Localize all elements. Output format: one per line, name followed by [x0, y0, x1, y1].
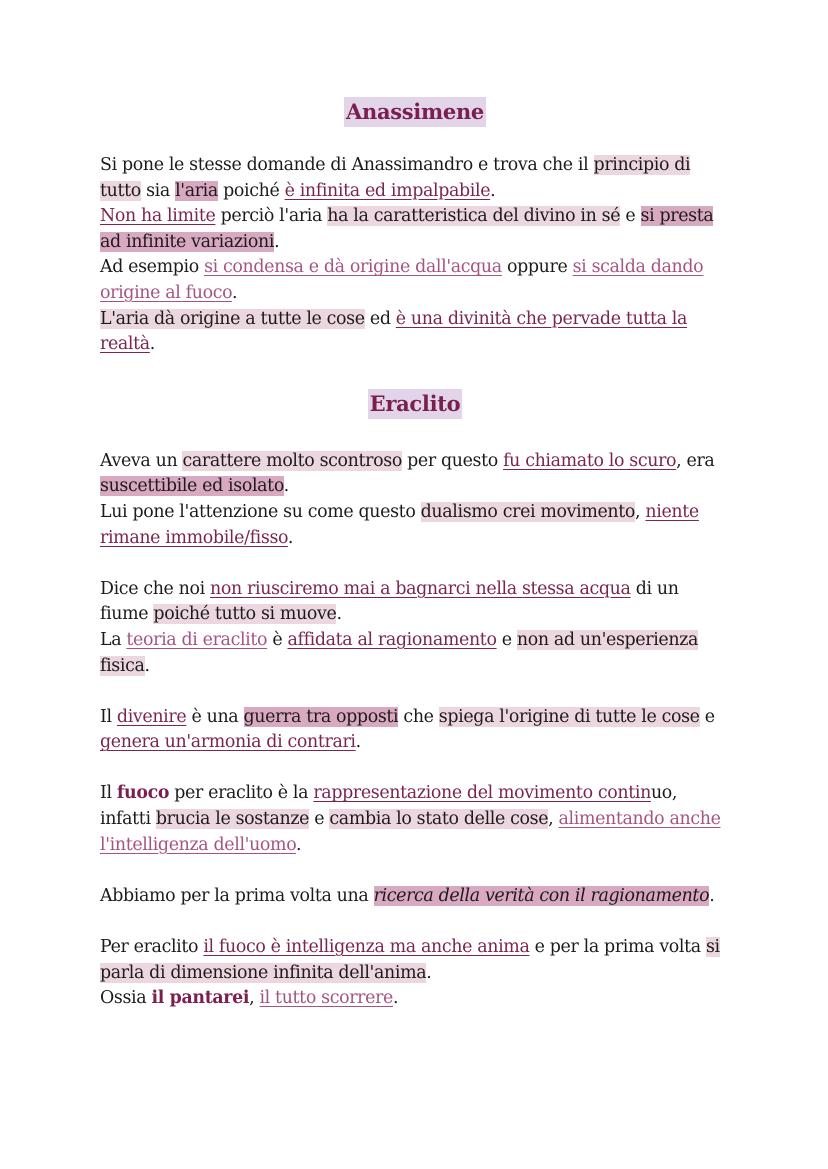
heading-anassimene: Anassimene [100, 96, 730, 127]
document-page [100, 96, 730, 1012]
highlight: brucia le sostanze [155, 809, 310, 830]
bold-term: il pantarei [151, 988, 250, 1009]
spacer [100, 679, 730, 705]
paragraph-eraclito-dualismo: Lui pone l'attenzione su come questo dualismo crei movimento, niente rimane immobile/fisso. [100, 501, 699, 548]
paragraph-eraclito-pantarei: Ossia il pantarei, il tutto scorrere. [100, 988, 399, 1009]
highlight: principio di tutto [100, 155, 691, 201]
highlight-strong: suscettibile ed isolato [100, 476, 284, 497]
underlined-text: è una divinità che pervade tutta la realtà [100, 308, 688, 355]
paragraph-eraclito-teoria: La teoria di eraclito è affidata al ragionamento e non ad un'esperienza fisica. [100, 629, 699, 676]
paragraph-anassimene-principio: Si pone le stesse domande di Anassimandro e trova che il principio di tutto sia l'aria poiché è infinita ed impalpabile. [100, 155, 691, 201]
underlined-text: divenire [116, 706, 187, 727]
paragraph-anassimene-limite: Non ha limite perciò l'aria ha la caratteristica del divino in sé e si presta ad infinite variazioni. [100, 206, 714, 252]
underlined-text: si scalda dando origine al fuoco [100, 257, 704, 303]
highlight: L'aria dà origine a tutte le cose [100, 308, 365, 329]
highlight-strong-italic: ricerca della verità con il ragionamento [373, 885, 710, 906]
underlined-text: non riusciremo mai a bagnarci nella stessa acqua [210, 578, 631, 599]
paragraph-eraclito-fuoco: Il fuoco per eraclito è la rappresentazione del movimento continuo, infatti brucia le sostanze e cambia lo stato delle cose, alimentando anche l'intelligenza dell'uomo. [100, 783, 721, 855]
paragraph-eraclito-divenire: Il divenire è una guerra tra opposti che spiega l'origine di tutte le cose e genera un'armonia di contrari. [100, 706, 715, 753]
highlight: spiega l'origine di tutte le cose [438, 706, 700, 727]
highlight: carattere molto scontroso [182, 450, 402, 471]
paragraph-eraclito-ricerca: Abbiamo per la prima volta una ricerca della verità con il ragionamento. [100, 885, 715, 906]
highlight-strong: l'aria [175, 180, 218, 201]
paragraph-eraclito-anima: Per eraclito il fuoco è intelligenza ma anche anima e per la prima volta si parla di dimensione infinita dell'anima. [100, 937, 720, 983]
paragraph-eraclito-carattere: Aveva un carattere molto scontroso per questo fu chiamato lo scuro, era suscettibile ed isolato. [100, 450, 715, 497]
underlined-text: è infinita ed impalpabile [284, 180, 491, 201]
highlight: non ad un'esperienza fisica [100, 629, 699, 676]
spacer [100, 551, 730, 577]
paragraph-anassimene-esempio: Ad esempio si condensa e dà origine dall'acqua oppure si scalda dando origine al fuoco. [100, 257, 704, 303]
paragraph-anassimene-divinita: L'aria dà origine a tutte le cose ed è una divinità che pervade tutta la realtà. [100, 308, 688, 355]
underlined-text: teoria di eraclito [126, 629, 268, 650]
highlight: cambia lo stato delle cose [329, 809, 549, 830]
underlined-text: il tutto scorrere [259, 988, 393, 1009]
spacer [100, 858, 730, 884]
underlined-text: affidata al ragionamento [287, 629, 497, 650]
highlight-strong: guerra tra opposti [243, 706, 399, 727]
underlined-text: si condensa e dà origine dall'acqua [204, 257, 502, 278]
paragraph-eraclito-fiume: Dice che noi non riusciremo mai a bagnarci nella stessa acqua di un fiume poiché tutto si muove. [100, 578, 679, 625]
underlined-text: Non ha limite [100, 206, 216, 227]
highlight-strong: si presta ad infinite variazioni [100, 206, 714, 252]
highlight: poiché tutto si muove [153, 604, 337, 625]
underlined-text: genera un'armonia di contrari [100, 732, 356, 753]
heading-eraclito: Eraclito [100, 388, 730, 419]
underlined-text: il fuoco è intelligenza ma anche anima [203, 937, 530, 958]
spacer [100, 909, 730, 935]
underlined-text: fu chiamato lo scuro [503, 450, 677, 471]
highlight: dualismo crei movimento [420, 501, 636, 522]
bold-term: fuoco [116, 783, 170, 804]
underlined-text: rappresentazione del movimento contin [313, 783, 651, 804]
highlight: si parla di dimensione infinita dell'anima [100, 937, 720, 983]
underlined-text: niente rimane immobile/fisso [100, 501, 699, 548]
highlight: ha la caratteristica del divino in sé [327, 206, 621, 227]
underlined-text: alimentando anche l'intelligenza dell'uomo [100, 809, 721, 855]
spacer [100, 756, 730, 782]
